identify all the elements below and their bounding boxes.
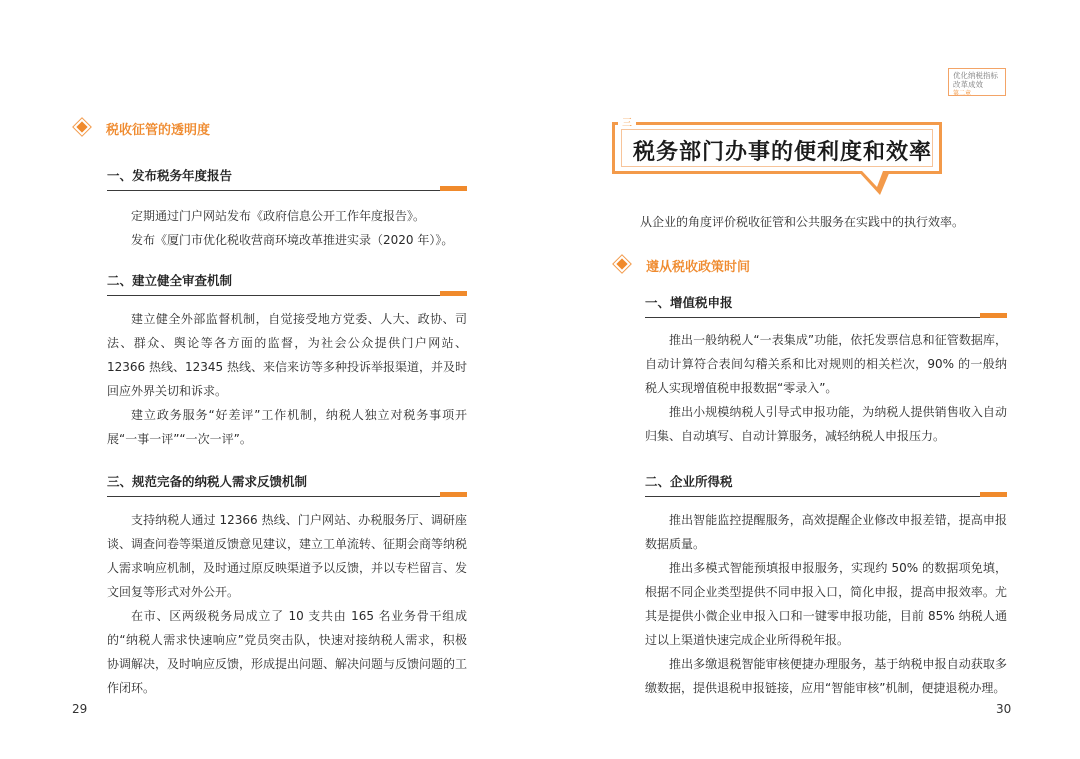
section-title-text: 遵从税收政策时间 xyxy=(646,259,751,275)
divider-accent xyxy=(440,291,467,296)
heading-2: 二、建立健全审查机制 xyxy=(107,273,233,288)
chapter-badge xyxy=(948,68,1006,96)
paragraph: 推出多模式智能预填报申报服务，实现约 50% 的数据项免填，根据不同企业类型提供不同申报入口，简化申报，提高申报效率。尤其是提供小微企业申报入口和一键零申报功能，目前 85% 纳税人通过以上渠道快速完成企业所得税年报。 xyxy=(645,561,1007,647)
body-text xyxy=(645,508,1007,700)
section-title xyxy=(612,254,750,276)
body-text xyxy=(645,328,1007,448)
badge-line-3: 第二章 xyxy=(953,90,972,97)
divider xyxy=(107,496,467,497)
page-number: 30 xyxy=(996,702,1012,716)
paragraph: 建立健全外部监督机制，自觉接受地方党委、人大、政协、司法、群众、舆论等各方面的监督，为社会公众提供门户网站、12366 热线、12345 热线、来信来访等多种投诉举报渠道，并及时回应外界关切和诉求。 xyxy=(107,312,467,398)
chapter-number: 三 xyxy=(618,114,636,129)
divider-accent xyxy=(440,186,467,191)
chapter-title-bubble xyxy=(612,122,942,174)
divider xyxy=(107,295,467,296)
intro-text xyxy=(640,210,1040,234)
paragraph: 推出一般纳税人“一表集成”功能，依托发票信息和征管数据库，自动计算符合表间勾稽关系和比对规则的相关栏次，90% 的一般纳税人实现增值税申报数据“零录入”。 xyxy=(645,333,1007,395)
heading-1: 一、增值税申报 xyxy=(645,295,733,310)
badge-line-1: 优化纳税指标 xyxy=(953,71,998,80)
divider xyxy=(645,317,1007,318)
paragraph: 建立政务服务“好差评”工作机制，纳税人独立对税务事项开展“一事一评”“一次一评”。 xyxy=(107,408,467,446)
divider-accent xyxy=(980,313,1007,318)
paragraph: 推出小规模纳税人引导式申报功能，为纳税人提供销售收入自动归集、自动填写、自动计算服务，减轻纳税人申报压力。 xyxy=(645,405,1007,443)
divider-accent xyxy=(440,492,467,497)
badge-line-2: 改革成效 xyxy=(953,80,983,89)
diamond-bullet-icon xyxy=(72,117,94,139)
right-page xyxy=(540,0,1080,759)
chapter-title: 税务部门办事的便利度和效率 xyxy=(633,140,933,165)
heading-3: 三、规范完备的纳税人需求反馈机制 xyxy=(107,474,308,489)
paragraph: 推出多缴退税智能审核便捷办理服务，基于纳税申报自动获取多缴数据，提供退税申报链接，应用“智能审核”机制，便捷退税办理。 xyxy=(645,657,1007,695)
paragraph: 在市、区两级税务局成立了 10 支共由 165 名业务骨干组成的“纳税人需求快速响应”党员突击队，快速对接纳税人需求，积极协调解决，及时响应反馈，形成提出问题、解决问题与反馈问题的工作闭环。 xyxy=(107,609,468,695)
paragraph: 支持纳税人通过 12366 热线、门户网站、办税服务厅、调研座谈、调查问卷等渠道反馈意见建议，建立工单流转、征期会商等纳税人需求响应机制，及时通过原反映渠道予以反馈，并以专栏留言、发文回复等形式对外公开。 xyxy=(107,513,468,599)
divider xyxy=(107,190,467,191)
body-text xyxy=(107,508,467,700)
heading-1: 一、发布税务年度报告 xyxy=(107,168,233,183)
section-title-text: 税收征管的透明度 xyxy=(106,122,211,138)
body-text xyxy=(107,204,467,252)
paragraph: 推出智能监控提醒服务，高效提醒企业修改申报差错，提高申报数据质量。 xyxy=(645,513,1007,551)
section-title xyxy=(72,117,210,139)
heading-2: 二、企业所得税 xyxy=(645,474,733,489)
diamond-bullet-icon xyxy=(612,254,634,276)
divider-accent xyxy=(980,492,1007,497)
intro-paragraph: 从企业的角度评价税收征管和公共服务在实践中的执行效率。 xyxy=(640,215,965,229)
page-number: 29 xyxy=(72,702,88,716)
paragraph: 发布《厦门市优化税收营商环境改革推进实录（2020 年）》。 xyxy=(131,233,454,247)
paragraph: 定期通过门户网站发布《政府信息公开工作年度报告》。 xyxy=(131,209,426,223)
divider xyxy=(645,496,1007,497)
body-text xyxy=(107,307,467,451)
